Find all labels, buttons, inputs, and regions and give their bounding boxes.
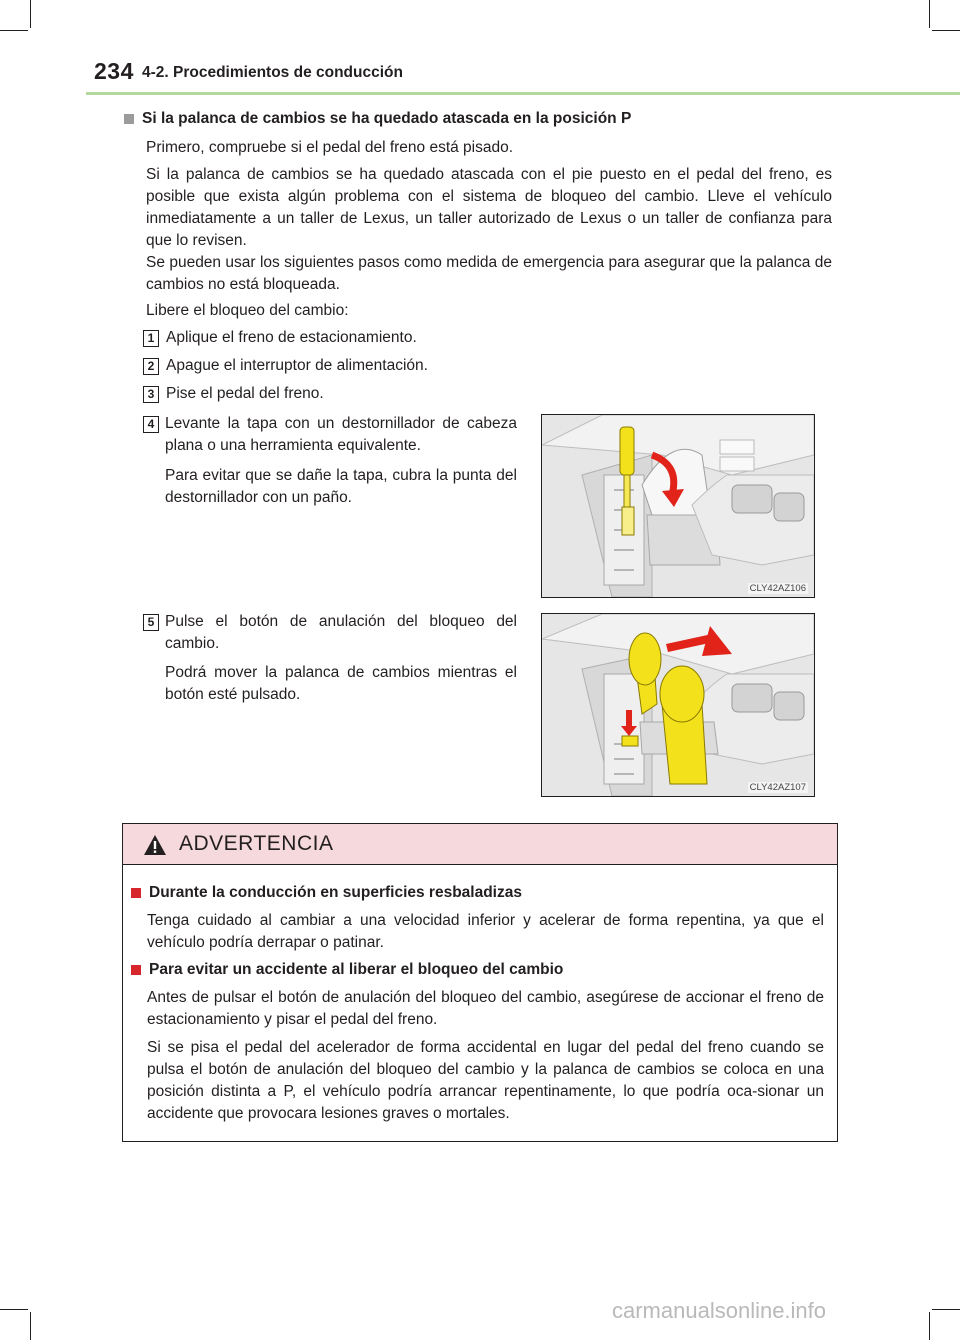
paragraph: Si la palanca de cambios se ha quedado atascada con el pie puesto en el pedal del freno, es posible que exista algún problema con el sistema de bloqueo del cambio. Lleve el vehículo inmediatamente a un taller de Lexus, un taller autorizado de Lexus o un taller de confianza para que lo revisen. [146, 166, 832, 249]
warning-item-heading [131, 884, 522, 902]
step-5-number [143, 611, 166, 631]
figure-override-button [541, 613, 815, 797]
warning-heading-text: Para evitar un accidente al liberar el bloqueo del cambio [149, 961, 564, 978]
warning-title: ADVERTENCIA [179, 832, 334, 855]
crop-mark [0, 1309, 28, 1310]
watermark: carmanualsonline.info [612, 1298, 827, 1323]
warning-box [122, 823, 838, 1142]
red-square-bullet-icon [131, 965, 141, 975]
figure-code: CLY42AZ106 [749, 583, 806, 594]
warning-paragraph: Tenga cuidado al cambiar a una velocidad inferior y acelerar de forma repentina, ya que el vehículo podría derrapar o patinar. [147, 912, 824, 951]
crop-mark [30, 1312, 31, 1340]
square-bullet-icon [124, 114, 134, 124]
step-4-note: Para evitar que se dañe la tapa, cubra la punta del destornillador con un paño. [165, 467, 517, 506]
section-heading [124, 110, 631, 128]
step-5-text: Pulse el botón de anulación del bloqueo del cambio. [165, 613, 517, 652]
step-number: 1 [143, 330, 159, 347]
section-heading-text: Si la palanca de cambios se ha quedado atascada en la posición P [142, 110, 632, 127]
crop-mark [30, 0, 31, 28]
step-3 [143, 383, 324, 405]
crop-mark [932, 30, 960, 31]
step-number: 2 [143, 358, 159, 375]
warning-title-bar [123, 824, 837, 865]
step-1 [143, 327, 417, 349]
figure-screwdriver [541, 414, 815, 598]
step-text: Aplique el freno de estacionamiento. [166, 329, 417, 346]
step-number: 5 [143, 614, 159, 631]
red-square-bullet-icon [131, 888, 141, 898]
figure-code: CLY42AZ107 [749, 782, 806, 793]
header-rule [86, 92, 960, 95]
section-title: 4-2. Procedimientos de conducción [142, 64, 403, 81]
step-text: Pise el pedal del freno. [166, 385, 324, 402]
crop-mark [929, 0, 930, 28]
warning-item-heading [131, 961, 563, 979]
warning-paragraph: Antes de pulsar el botón de anulación del bloqueo del cambio, asegúrese de accionar el freno de estacionamiento y pisar el pedal del freno. [147, 989, 824, 1028]
warning-triangle-icon [143, 834, 167, 856]
warning-heading-text: Durante la conducción en superficies resbaladizas [149, 884, 522, 901]
step-4-number [143, 413, 166, 433]
step-2 [143, 355, 428, 377]
step-number: 4 [143, 416, 159, 433]
step-5-note: Podrá mover la palanca de cambios mientras el botón esté pulsado. [165, 664, 517, 703]
paragraph: Se pueden usar los siguientes pasos como medida de emergencia para asegurar que la palanca de cambios no está bloqueada. [146, 254, 832, 293]
step-4-text: Levante la tapa con un destornillador de cabeza plana o una herramienta equivalente. [165, 415, 517, 454]
step-text: Apague el interruptor de alimentación. [166, 357, 428, 374]
paragraph: Libere el bloqueo del cambio: [146, 302, 349, 319]
crop-mark [929, 1312, 930, 1340]
crop-mark [0, 30, 28, 31]
step-number: 3 [143, 386, 159, 403]
paragraph: Primero, compruebe si el pedal del freno está pisado. [146, 139, 514, 156]
page-number: 234 [94, 58, 134, 84]
warning-paragraph: Si se pisa el pedal del acelerador de forma accidental en lugar del pedal del freno cuando se pulsa el botón de anulación del bloqueo del cambio y la palanca de cambios se coloca en una posición distinta a P, el vehículo podría arrancar repentinamente, lo que podría oca-sionar un accidente que provocara lesiones graves o mortales. [147, 1039, 824, 1122]
crop-mark [932, 1309, 960, 1310]
